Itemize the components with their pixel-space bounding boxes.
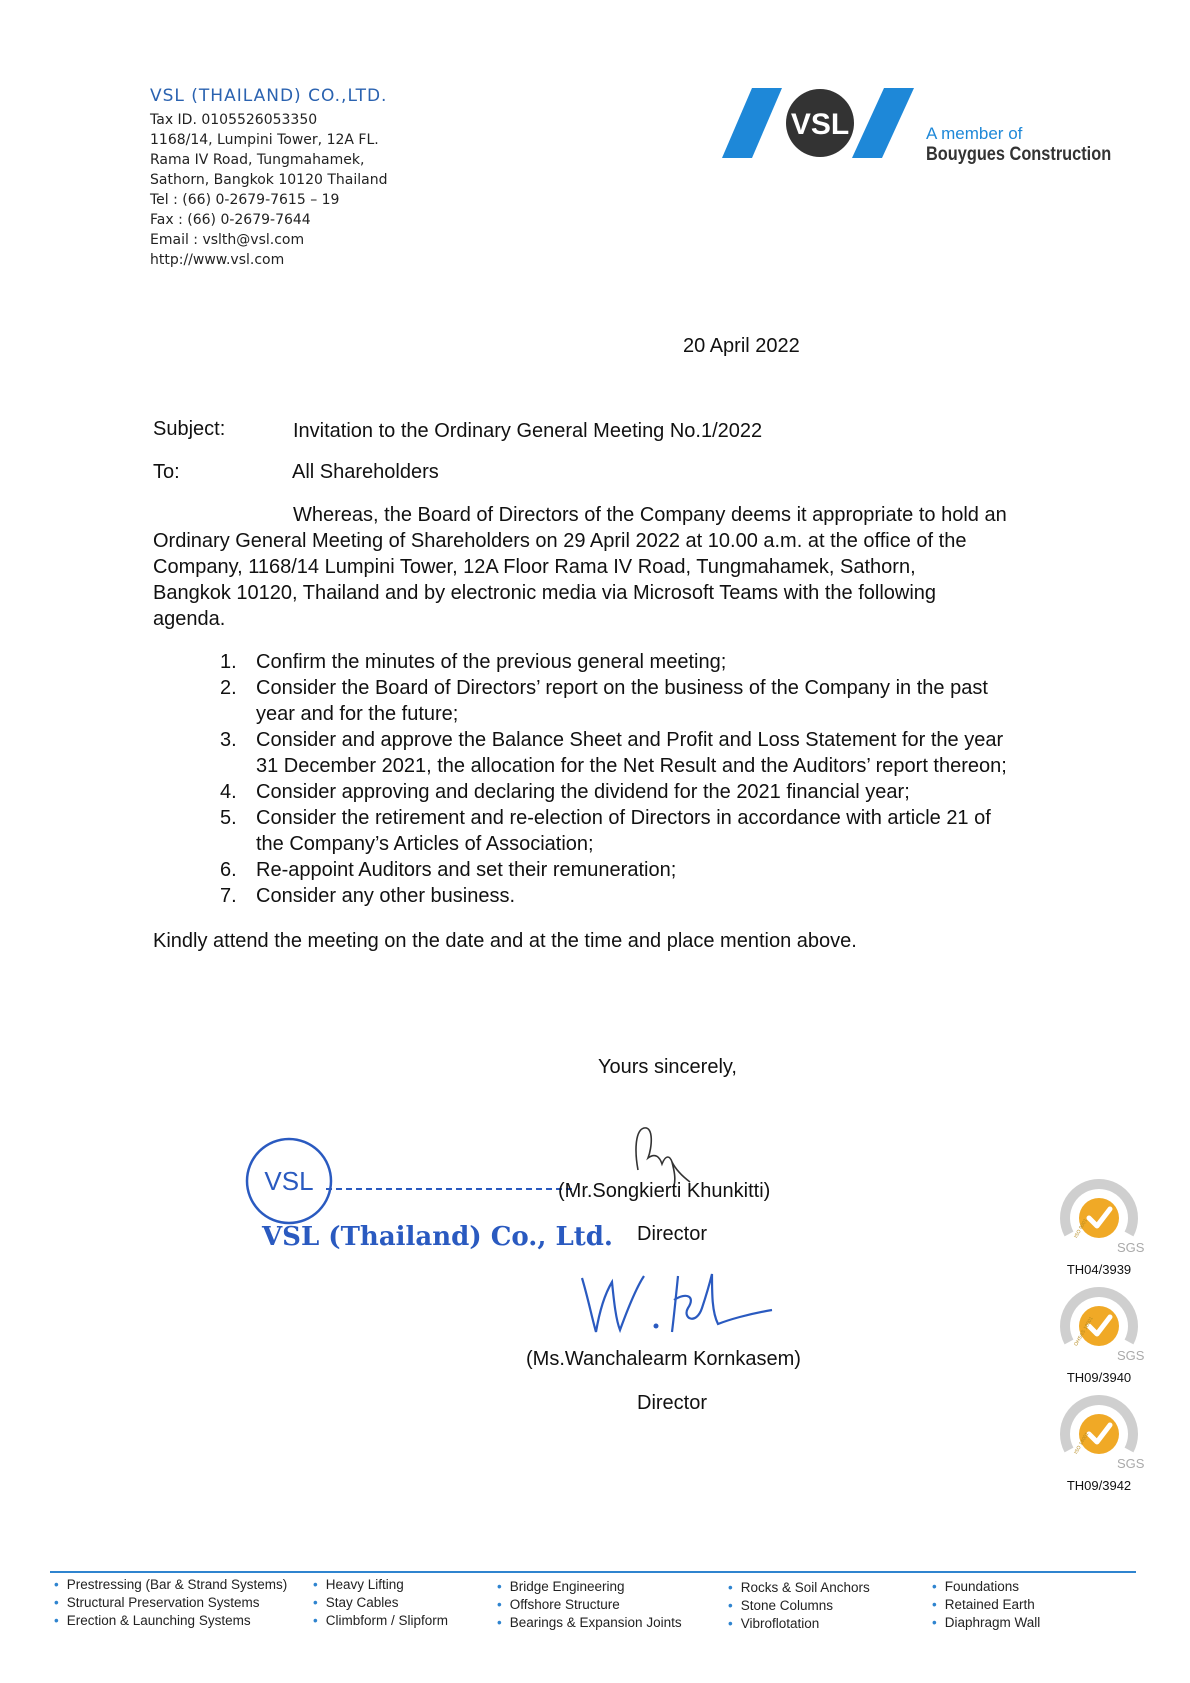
bullet-icon: • [497, 1615, 502, 1630]
bullet-icon: • [313, 1595, 318, 1610]
footer-service: • Diaphragm Wall [932, 1615, 1041, 1630]
sgs-certification-icon [1057, 1284, 1145, 1368]
bullet-icon: • [932, 1597, 937, 1612]
svg-text:ISO 14001: ISO 14001 [1073, 1431, 1091, 1456]
bullet-icon: • [313, 1613, 318, 1628]
footer-service: • Offshore Structure [497, 1597, 620, 1612]
logo-text: VSL [790, 108, 850, 141]
footer-column [497, 1578, 682, 1632]
email: Email : vslth@vsl.com [150, 232, 305, 248]
member-of-label: A member of [926, 124, 1023, 143]
footer-column [54, 1576, 287, 1630]
telephone: Tel : (66) 0-2679-7615 – 19 [150, 192, 340, 208]
agenda-item [220, 727, 1007, 779]
address-line: Sathorn, Bangkok 10120 Thailand [150, 172, 388, 188]
agenda-item [220, 779, 1007, 805]
svg-text:OHSAS 18001: OHSAS 18001 [1073, 1315, 1095, 1348]
subject-text: Invitation to the Ordinary General Meeting No.1/2022 [293, 420, 763, 442]
agenda-text: 31 December 2021, the allocation for the Net Result and the Auditors’ report thereon; [256, 755, 1007, 777]
footer-service: • Erection & Launching Systems [54, 1613, 251, 1628]
subject-label: Subject: [153, 418, 226, 440]
agenda-item [220, 675, 1007, 727]
stamp-company-name: VSL (Thailand) Co., Ltd. [262, 1222, 613, 1252]
parent-company: Bouygues Construction [926, 144, 1112, 165]
company-stamp-seal [244, 1136, 334, 1226]
footer-column [313, 1576, 448, 1630]
footer-service: • Vibroflotation [728, 1616, 820, 1631]
signature-songkierti [630, 1118, 710, 1188]
footer-column [932, 1578, 1040, 1632]
footer-divider [50, 1571, 1136, 1573]
certification-badge [1056, 1176, 1145, 1277]
certification-code: TH09/3940 [1066, 1370, 1132, 1385]
vsl-logo [722, 86, 942, 166]
svg-text:ISO 9001: ISO 9001 [1073, 1217, 1089, 1240]
footer-service: • Bearings & Expansion Joints [497, 1615, 682, 1630]
signature-wanchalearm [578, 1268, 778, 1338]
certification-badge [1056, 1392, 1145, 1493]
footer-service: • Stone Columns [728, 1598, 834, 1613]
bullet-icon: • [728, 1616, 733, 1631]
intro-paragraph [153, 502, 1053, 632]
bullet-icon: • [932, 1615, 937, 1630]
footer-column [728, 1579, 870, 1633]
recipient: All Shareholders [292, 461, 439, 483]
address-line: Rama IV Road, Tungmahamek, [150, 152, 365, 168]
agenda-number: 4. [220, 781, 237, 803]
agenda-item [220, 805, 1007, 857]
footer-service: • Climbform / Slipform [313, 1613, 448, 1628]
certification-code: TH09/3942 [1066, 1478, 1132, 1493]
intro-line: Bangkok 10120, Thailand and by electronic media via Microsoft Teams with the following [153, 582, 937, 604]
footer-service: • Bridge Engineering [497, 1579, 625, 1594]
signatory-name: (Mr.Songkierti Khunkitti) [558, 1180, 771, 1202]
agenda-text: Re-appoint Auditors and set their remuneration; [256, 859, 677, 881]
agenda-number: 2. [220, 677, 237, 699]
bullet-icon: • [313, 1577, 318, 1592]
agenda-list [220, 649, 1007, 909]
bullet-icon: • [54, 1613, 59, 1628]
fax: Fax : (66) 0-2679-7644 [150, 212, 311, 228]
footer-service: • Retained Earth [932, 1597, 1035, 1612]
footer-service: • Structural Preservation Systems [54, 1595, 260, 1610]
certification-badge [1056, 1284, 1145, 1385]
bullet-icon: • [728, 1598, 733, 1613]
company-name: VSL (THAILAND) CO.,LTD. [150, 86, 388, 106]
agenda-number: 1. [220, 651, 237, 673]
signatory-name: (Ms.Wanchalearm Kornkasem) [526, 1348, 801, 1370]
stamp-logo-text: VSL [264, 1166, 314, 1196]
bullet-icon: • [728, 1580, 733, 1595]
intro-line: Company, 1168/14 Lumpini Tower, 12A Floor Rama IV Road, Tungmahamek, Sathorn, [153, 556, 916, 578]
certification-code: TH04/3939 [1066, 1262, 1132, 1277]
logo-stripe-right [852, 88, 914, 158]
sgs-certification-icon [1057, 1392, 1145, 1476]
address-line: 1168/14, Lumpini Tower, 12A FL. [150, 132, 379, 148]
sign-off: Yours sincerely, [598, 1056, 737, 1078]
closing-sentence: Kindly attend the meeting on the date and at the time and place mention above. [153, 930, 857, 952]
agenda-text: year and for the future; [256, 703, 459, 725]
to-label: To: [153, 461, 180, 483]
bullet-icon: • [54, 1595, 59, 1610]
agenda-number: 5. [220, 807, 237, 829]
footer-service: • Stay Cables [313, 1595, 399, 1610]
intro-line: Whereas, the Board of Directors of the Company deems it appropriate to hold an [293, 504, 1007, 526]
agenda-text: Consider and approve the Balance Sheet and Profit and Loss Statement for the year [256, 729, 1004, 751]
svg-text:SGS: SGS [1117, 1240, 1145, 1255]
bullet-icon: • [54, 1577, 59, 1592]
agenda-text: Consider the Board of Directors’ report on the business of the Company in the past [256, 677, 988, 699]
intro-line: agenda. [153, 608, 226, 630]
tax-id: Tax ID. 0105526053350 [150, 112, 318, 128]
signatory-title: Director [637, 1392, 708, 1414]
sgs-certification-icon [1057, 1176, 1145, 1260]
footer-service: • Prestressing (Bar & Strand Systems) [54, 1577, 288, 1592]
bullet-icon: • [932, 1579, 937, 1594]
bullet-icon: • [497, 1597, 502, 1612]
footer-service: • Foundations [932, 1579, 1020, 1594]
company-address [150, 110, 387, 270]
agenda-number: 7. [220, 885, 237, 907]
agenda-text: Consider any other business. [256, 885, 516, 907]
website: http://www.vsl.com [150, 252, 285, 268]
logo-stripe-left [722, 88, 782, 158]
agenda-item [220, 649, 1007, 675]
agenda-text: Consider the retirement and re-election of Directors in accordance with article 21 of [256, 807, 991, 829]
agenda-text: Confirm the minutes of the previous general meeting; [256, 651, 727, 673]
signatory-title: Director [637, 1223, 708, 1245]
svg-text:SGS: SGS [1117, 1348, 1145, 1363]
agenda-text: Consider approving and declaring the dividend for the 2021 financial year; [256, 781, 910, 803]
intro-line: Ordinary General Meeting of Shareholders on 29 April 2022 at 10.00 a.m. at the office of the [153, 530, 967, 552]
signature-line [326, 1188, 572, 1190]
bullet-icon: • [497, 1579, 502, 1594]
agenda-number: 6. [220, 859, 237, 881]
footer-service: • Heavy Lifting [313, 1577, 404, 1592]
agenda-text: the Company’s Articles of Association; [256, 833, 594, 855]
footer-service: • Rocks & Soil Anchors [728, 1580, 870, 1595]
svg-text:SGS: SGS [1117, 1456, 1145, 1471]
agenda-item [220, 857, 1007, 883]
agenda-item [220, 883, 1007, 909]
letter-date: 20 April 2022 [683, 335, 800, 357]
agenda-number: 3. [220, 729, 237, 751]
